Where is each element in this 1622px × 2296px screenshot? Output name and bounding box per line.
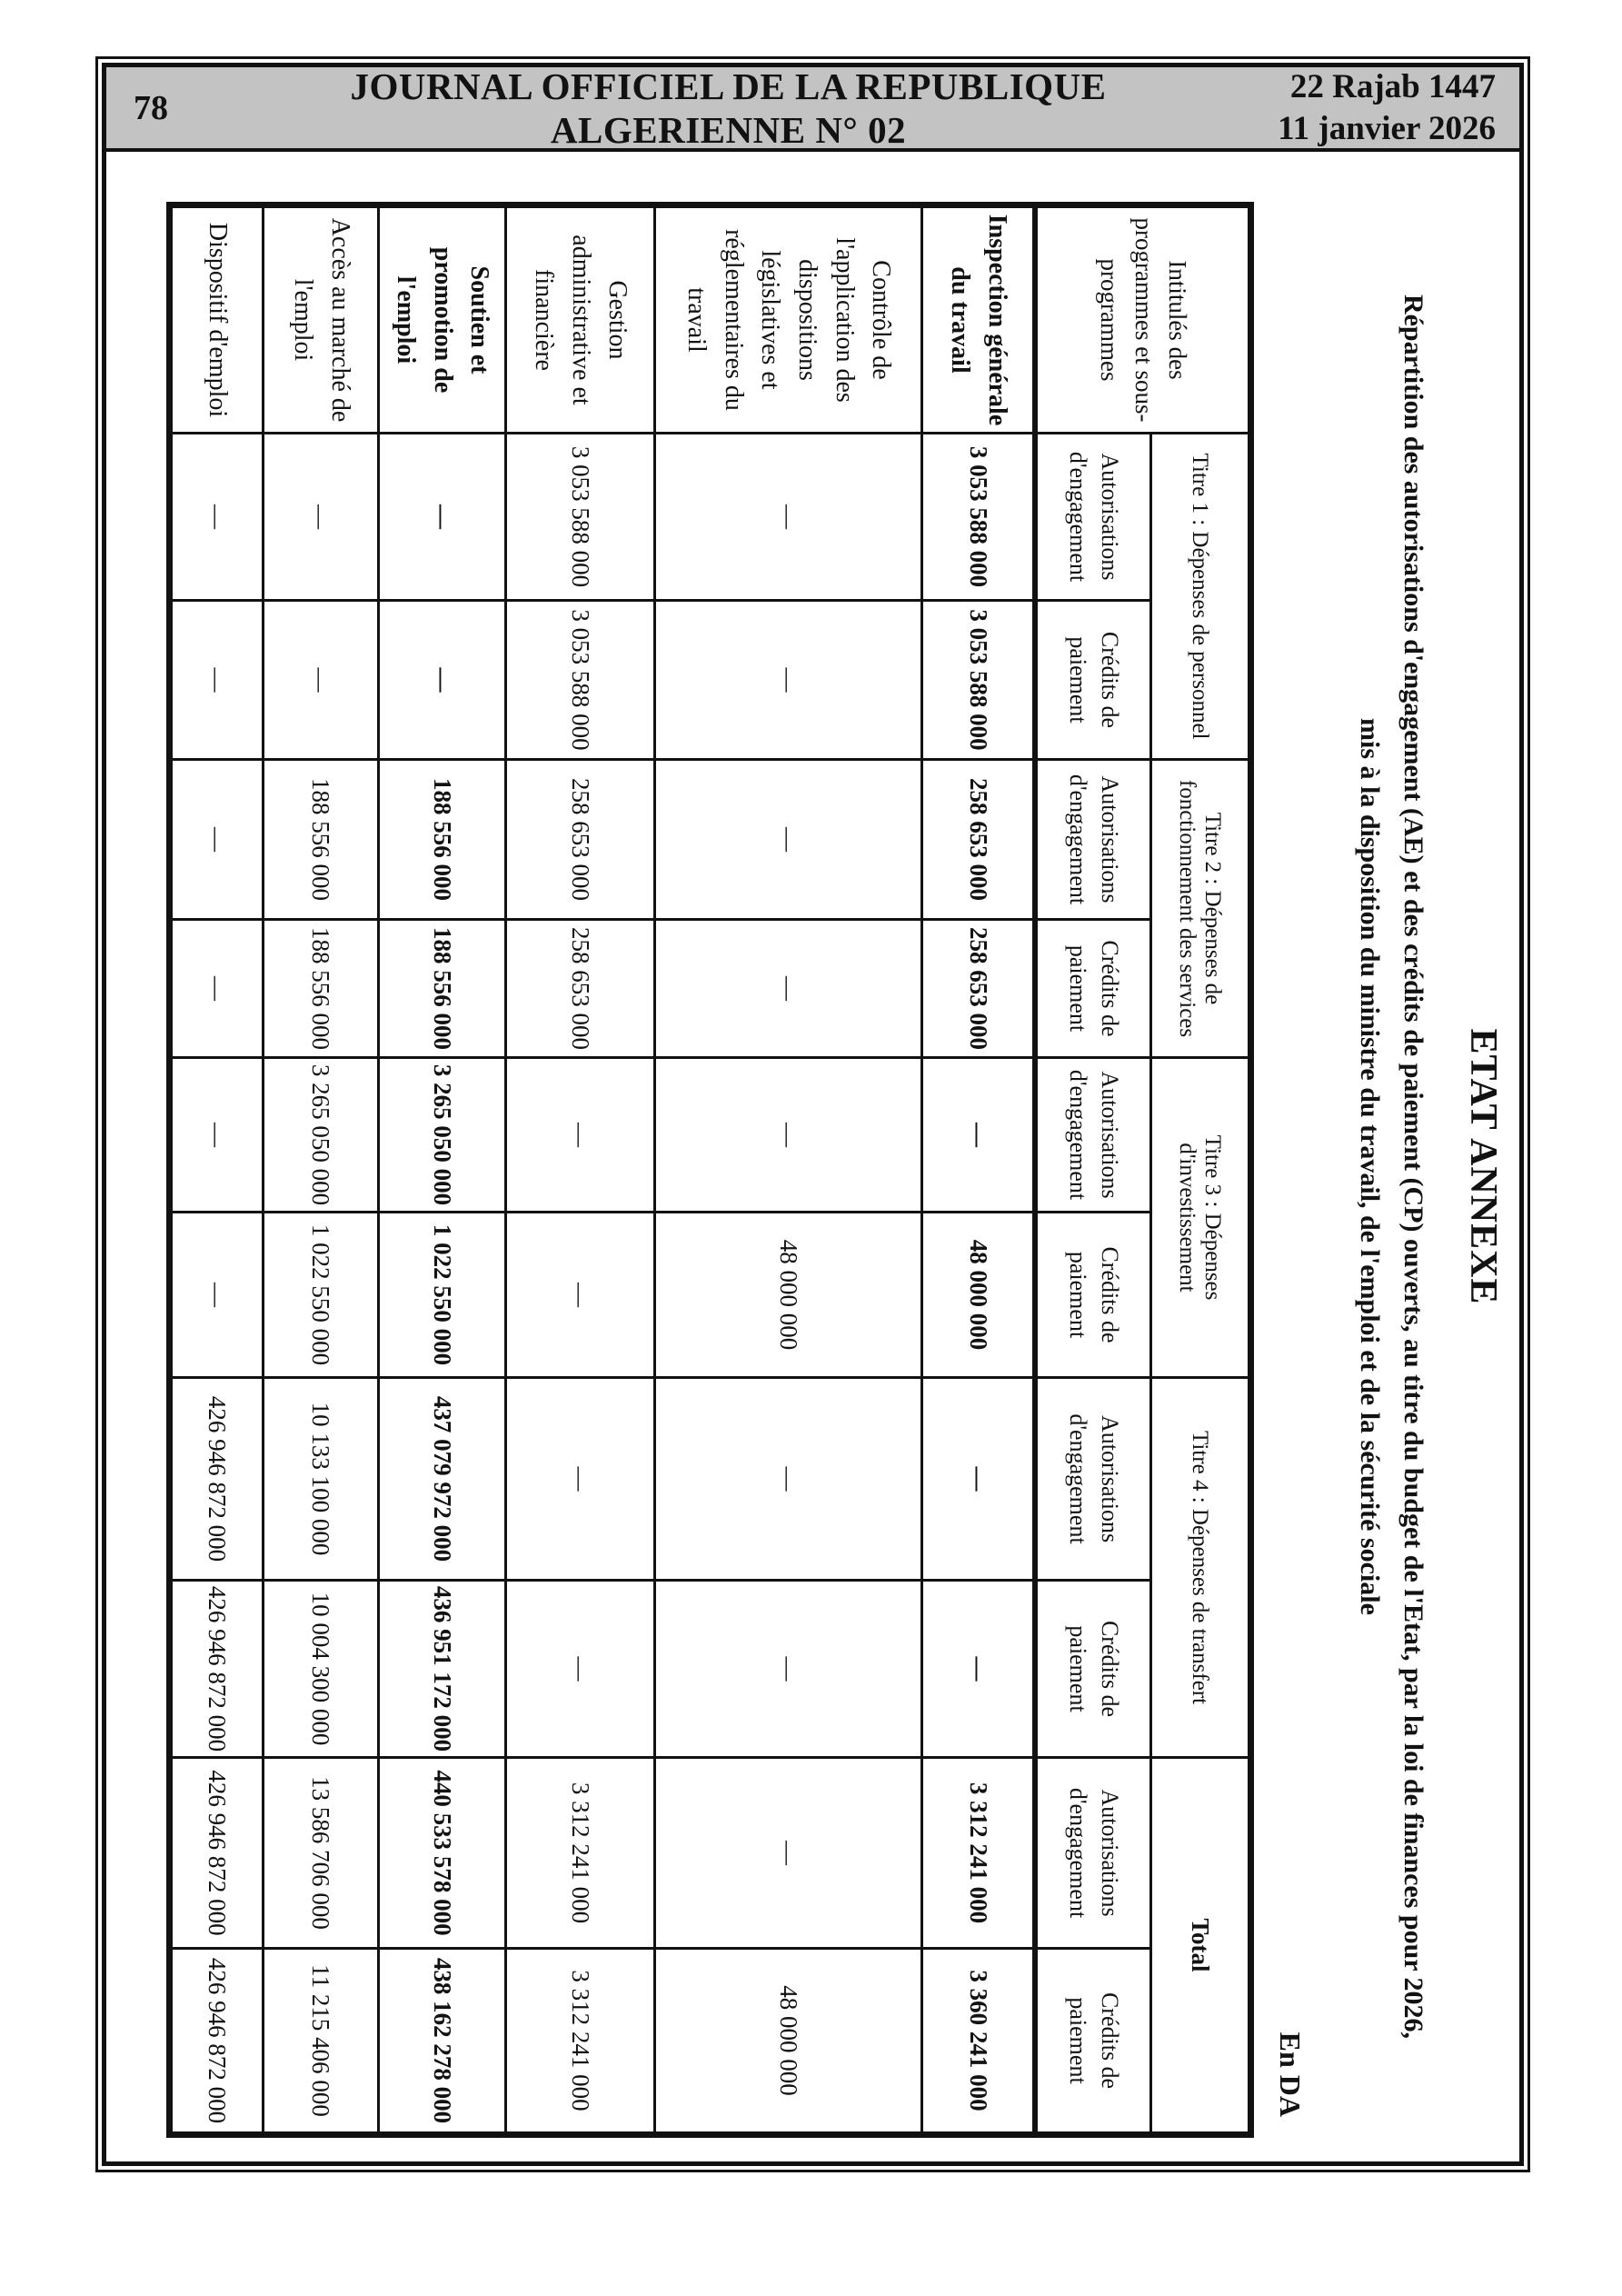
ae-header: Autorisations d'engagement	[1036, 434, 1151, 601]
value-cell: —	[170, 1213, 264, 1378]
value-cell: 426 946 872 000	[170, 1378, 264, 1581]
page-number: 78	[134, 88, 168, 127]
program-name-cell: Contrôle de l'application des dispositions législatives et réglementaires du travail	[655, 205, 922, 434]
value-cell: —	[506, 1058, 655, 1213]
value-cell: 426 946 872 000	[170, 1949, 264, 2135]
value-cell: —	[922, 1378, 1036, 1581]
value-cell: 3 053 588 000	[922, 601, 1036, 760]
ae-header: Autorisations d'engagement	[1036, 1758, 1151, 1949]
value-cell: 3 053 588 000	[506, 434, 655, 601]
value-cell: 258 653 000	[922, 920, 1036, 1058]
cp-header: Crédits de paiement	[1036, 601, 1151, 760]
value-cell: —	[655, 760, 922, 920]
value-cell: —	[170, 601, 264, 760]
cp-header: Crédits de paiement	[1036, 920, 1151, 1058]
value-cell: 10 133 100 000	[264, 1378, 379, 1581]
value-cell: 437 079 972 000	[379, 1378, 506, 1581]
value-cell: 3 265 050 000	[379, 1058, 506, 1213]
value-cell: 48 000 000	[655, 1949, 922, 2135]
value-cell: —	[655, 1581, 922, 1758]
program-name-cell: Inspection générale du travail	[922, 205, 1036, 434]
value-cell: 258 653 000	[506, 920, 655, 1058]
table-row	[506, 205, 655, 2135]
cp-header: Crédits de paiement	[1036, 1581, 1151, 1758]
group-header: Titre 2 : Dépenses de fonctionnement des services	[1151, 760, 1251, 1058]
annex-title: ETAT ANNEXE	[1462, 1028, 1504, 1305]
value-cell: —	[506, 1378, 655, 1581]
table-row	[922, 205, 1036, 2135]
budget-table-head	[1036, 205, 1251, 2135]
annex-subtitle-line1: Répartition des autorisations d'engagement (AE) et des crédits de paiement (CP) ouverts, au titre du budget de l'Etat, par la loi de finances pour 2026,	[1398, 294, 1428, 2040]
annex-heading	[1254, 202, 1536, 2131]
value-cell: —	[655, 1758, 922, 1949]
value-cell: —	[922, 1058, 1036, 1213]
value-cell: 3 053 588 000	[922, 434, 1036, 601]
value-cell: —	[170, 920, 264, 1058]
value-cell: 3 360 241 000	[922, 1949, 1036, 2135]
value-cell: 426 946 872 000	[170, 1758, 264, 1949]
value-cell: 1 022 550 000	[264, 1213, 379, 1378]
value-cell: 10 004 300 000	[264, 1581, 379, 1758]
journal-title: JOURNAL OFFICIEL DE LA REPUBLIQUE ALGERIENNE N° 02	[350, 65, 1107, 151]
value-cell: 3 053 588 000	[506, 601, 655, 760]
program-name-cell: Accès au marché de l'emploi	[264, 205, 379, 434]
value-cell: 13 586 706 000	[264, 1758, 379, 1949]
sub-header-row	[1036, 205, 1151, 2135]
budget-table-body	[170, 205, 1036, 2135]
journal-header-bar	[106, 67, 1519, 152]
value-cell: —	[655, 601, 922, 760]
value-cell: 188 556 000	[379, 920, 506, 1058]
value-cell: 188 556 000	[264, 760, 379, 920]
value-cell: 188 556 000	[264, 920, 379, 1058]
value-cell: 188 556 000	[379, 760, 506, 920]
value-cell: —	[655, 1058, 922, 1213]
value-cell: 436 951 172 000	[379, 1581, 506, 1758]
issue-dates	[1187, 66, 1519, 150]
ae-header: Autorisations d'engagement	[1036, 1378, 1151, 1581]
table-row	[264, 205, 379, 2135]
group-header-row	[1151, 205, 1251, 2135]
value-cell: —	[264, 434, 379, 601]
group-header: Titre 1 : Dépenses de personnel	[1151, 434, 1251, 760]
value-cell: —	[506, 1581, 655, 1758]
value-cell: —	[264, 601, 379, 760]
table-row	[655, 205, 922, 2135]
value-cell: 48 000 000	[922, 1213, 1036, 1378]
value-cell: 48 000 000	[655, 1213, 922, 1378]
cp-header: Crédits de paiement	[1036, 1949, 1151, 2135]
group-header: Titre 4 : Dépenses de transfert	[1151, 1378, 1251, 1758]
program-name-cell: Dispositif d'emploi	[170, 205, 264, 434]
value-cell: —	[655, 920, 922, 1058]
value-cell: 3 312 241 000	[922, 1758, 1036, 1949]
value-cell: 426 946 872 000	[170, 1581, 264, 1758]
programs-column-header: Intitulés des programmes et sous-programmes	[1036, 205, 1251, 434]
value-cell: —	[922, 1581, 1036, 1758]
value-cell: 440 533 578 000	[379, 1758, 506, 1949]
group-header: Titre 3 : Dépenses d'investissement	[1151, 1058, 1251, 1378]
value-cell: —	[655, 434, 922, 601]
date-gregorian: 11 janvier 2026	[1278, 109, 1496, 147]
currency-unit-label: En DA	[1274, 2031, 1307, 2117]
value-cell: —	[170, 760, 264, 920]
value-cell: —	[170, 434, 264, 601]
program-name-cell: Soutien et promotion de l'emploi	[379, 205, 506, 434]
annex-subtitle-line2: mis à la disposition du ministre du travail, de l'emploi et de la sécurité sociale	[1355, 718, 1385, 1615]
value-cell: 11 215 406 000	[264, 1949, 379, 2135]
value-cell: 438 162 278 000	[379, 1949, 506, 2135]
group-header: Total	[1151, 1758, 1251, 2135]
value-cell: 3 312 241 000	[506, 1758, 655, 1949]
table-row	[379, 205, 506, 2135]
value-cell: —	[379, 434, 506, 601]
value-cell: —	[379, 601, 506, 760]
program-name-cell: Gestion administrative et financière	[506, 205, 655, 434]
ae-header: Autorisations d'engagement	[1036, 760, 1151, 920]
value-cell: 3 265 050 000	[264, 1058, 379, 1213]
value-cell: 1 022 550 000	[379, 1213, 506, 1378]
value-cell: 3 312 241 000	[506, 1949, 655, 2135]
date-hijri: 22 Rajab 1447	[1289, 67, 1496, 105]
cp-header: Crédits de paiement	[1036, 1213, 1151, 1378]
value-cell: 258 653 000	[506, 760, 655, 920]
budget-table	[166, 202, 1254, 2138]
value-cell: —	[655, 1378, 922, 1581]
value-cell: —	[506, 1213, 655, 1378]
table-row	[170, 205, 264, 2135]
value-cell: 258 653 000	[922, 760, 1036, 920]
value-cell: —	[170, 1058, 264, 1213]
rotated-annex-sheet	[173, 202, 1536, 2131]
ae-header: Autorisations d'engagement	[1036, 1058, 1151, 1213]
